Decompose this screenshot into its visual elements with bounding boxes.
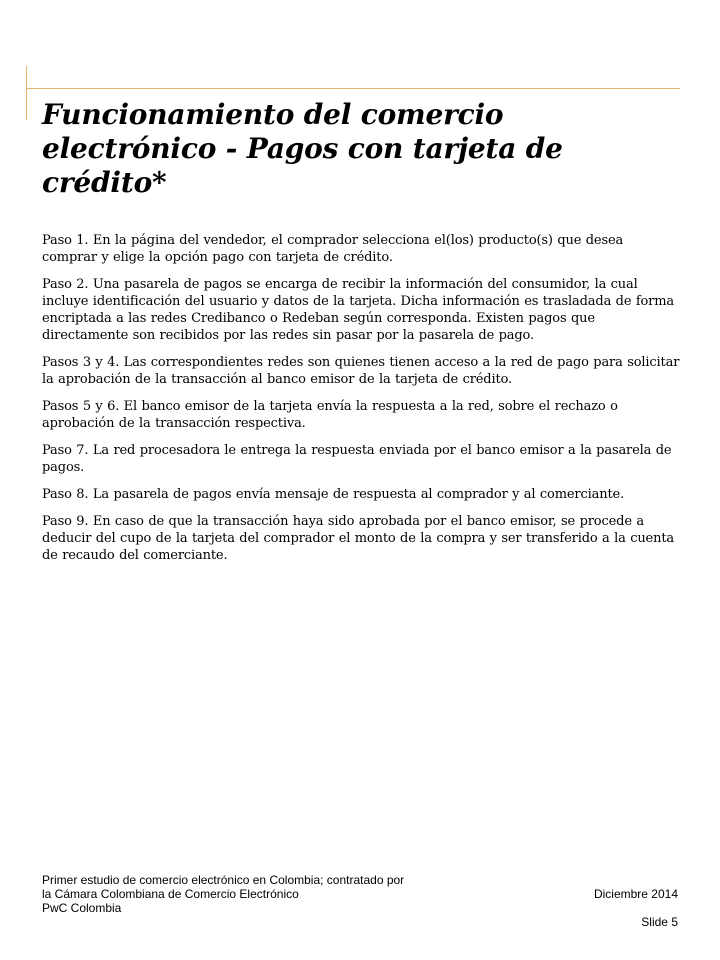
footer-date: Diciembre 2014 xyxy=(593,887,678,901)
footer-company: PwC Colombia xyxy=(42,901,122,915)
footer-source-line: la Cámara Colombiana de Comercio Electrónico xyxy=(42,887,299,901)
paragraph-paso-9: Paso 9. En caso de que la transacción haya sido aprobada por el banco emisor, se procede a deducir del cupo de la tarjeta del comprador el monto de la compra y ser transferido a la cuenta de recaudo del comerciante. xyxy=(42,514,674,563)
body-text xyxy=(42,232,682,574)
footer-source xyxy=(42,873,472,915)
accent-vertical-line xyxy=(26,66,27,120)
paragraph-paso-8: Paso 8. La pasarela de pagos envía mensaje de respuesta al comprador y al comerciante. xyxy=(42,487,625,502)
paragraph-pasos-3-4: Pasos 3 y 4. Las correspondientes redes son quienes tienen acceso a la red de pago para solicitar la aprobación de la transacción al banco emisor de la tarjeta de crédito. xyxy=(42,355,680,387)
accent-horizontal-line xyxy=(26,88,680,89)
slide-number: Slide 5 xyxy=(641,915,678,929)
paragraph-paso-1: Paso 1. En la página del vendedor, el comprador selecciona el(los) producto(s) que desea comprar y elige la opción pago con tarjeta de crédito. xyxy=(42,233,624,265)
paragraph-pasos-5-6: Pasos 5 y 6. El banco emisor de la tarjeta envía la respuesta a la red, sobre el rechazo o aprobación de la transacción respectiva. xyxy=(42,399,618,431)
page-title: Funcionamiento del comercio electrónico - Pagos con tarjeta de crédito* xyxy=(42,98,563,199)
paragraph-paso-2: Paso 2. Una pasarela de pagos se encarga de recibir la información del consumidor, la cual incluye identificación del usuario y datos de la tarjeta. Dicha información es trasladada de forma encriptada a las redes Credibanco o Redeban según corresponda. Existen pagos que directamente son recibidos por las redes sin pasar por la pasarela de pago. xyxy=(42,277,675,343)
paragraph-paso-7: Paso 7. La red procesadora le entrega la respuesta enviada por el banco emisor a la pasarela de pagos. xyxy=(42,443,672,475)
footer-source-line: Primer estudio de comercio electrónico en Colombia; contratado por xyxy=(42,873,405,887)
